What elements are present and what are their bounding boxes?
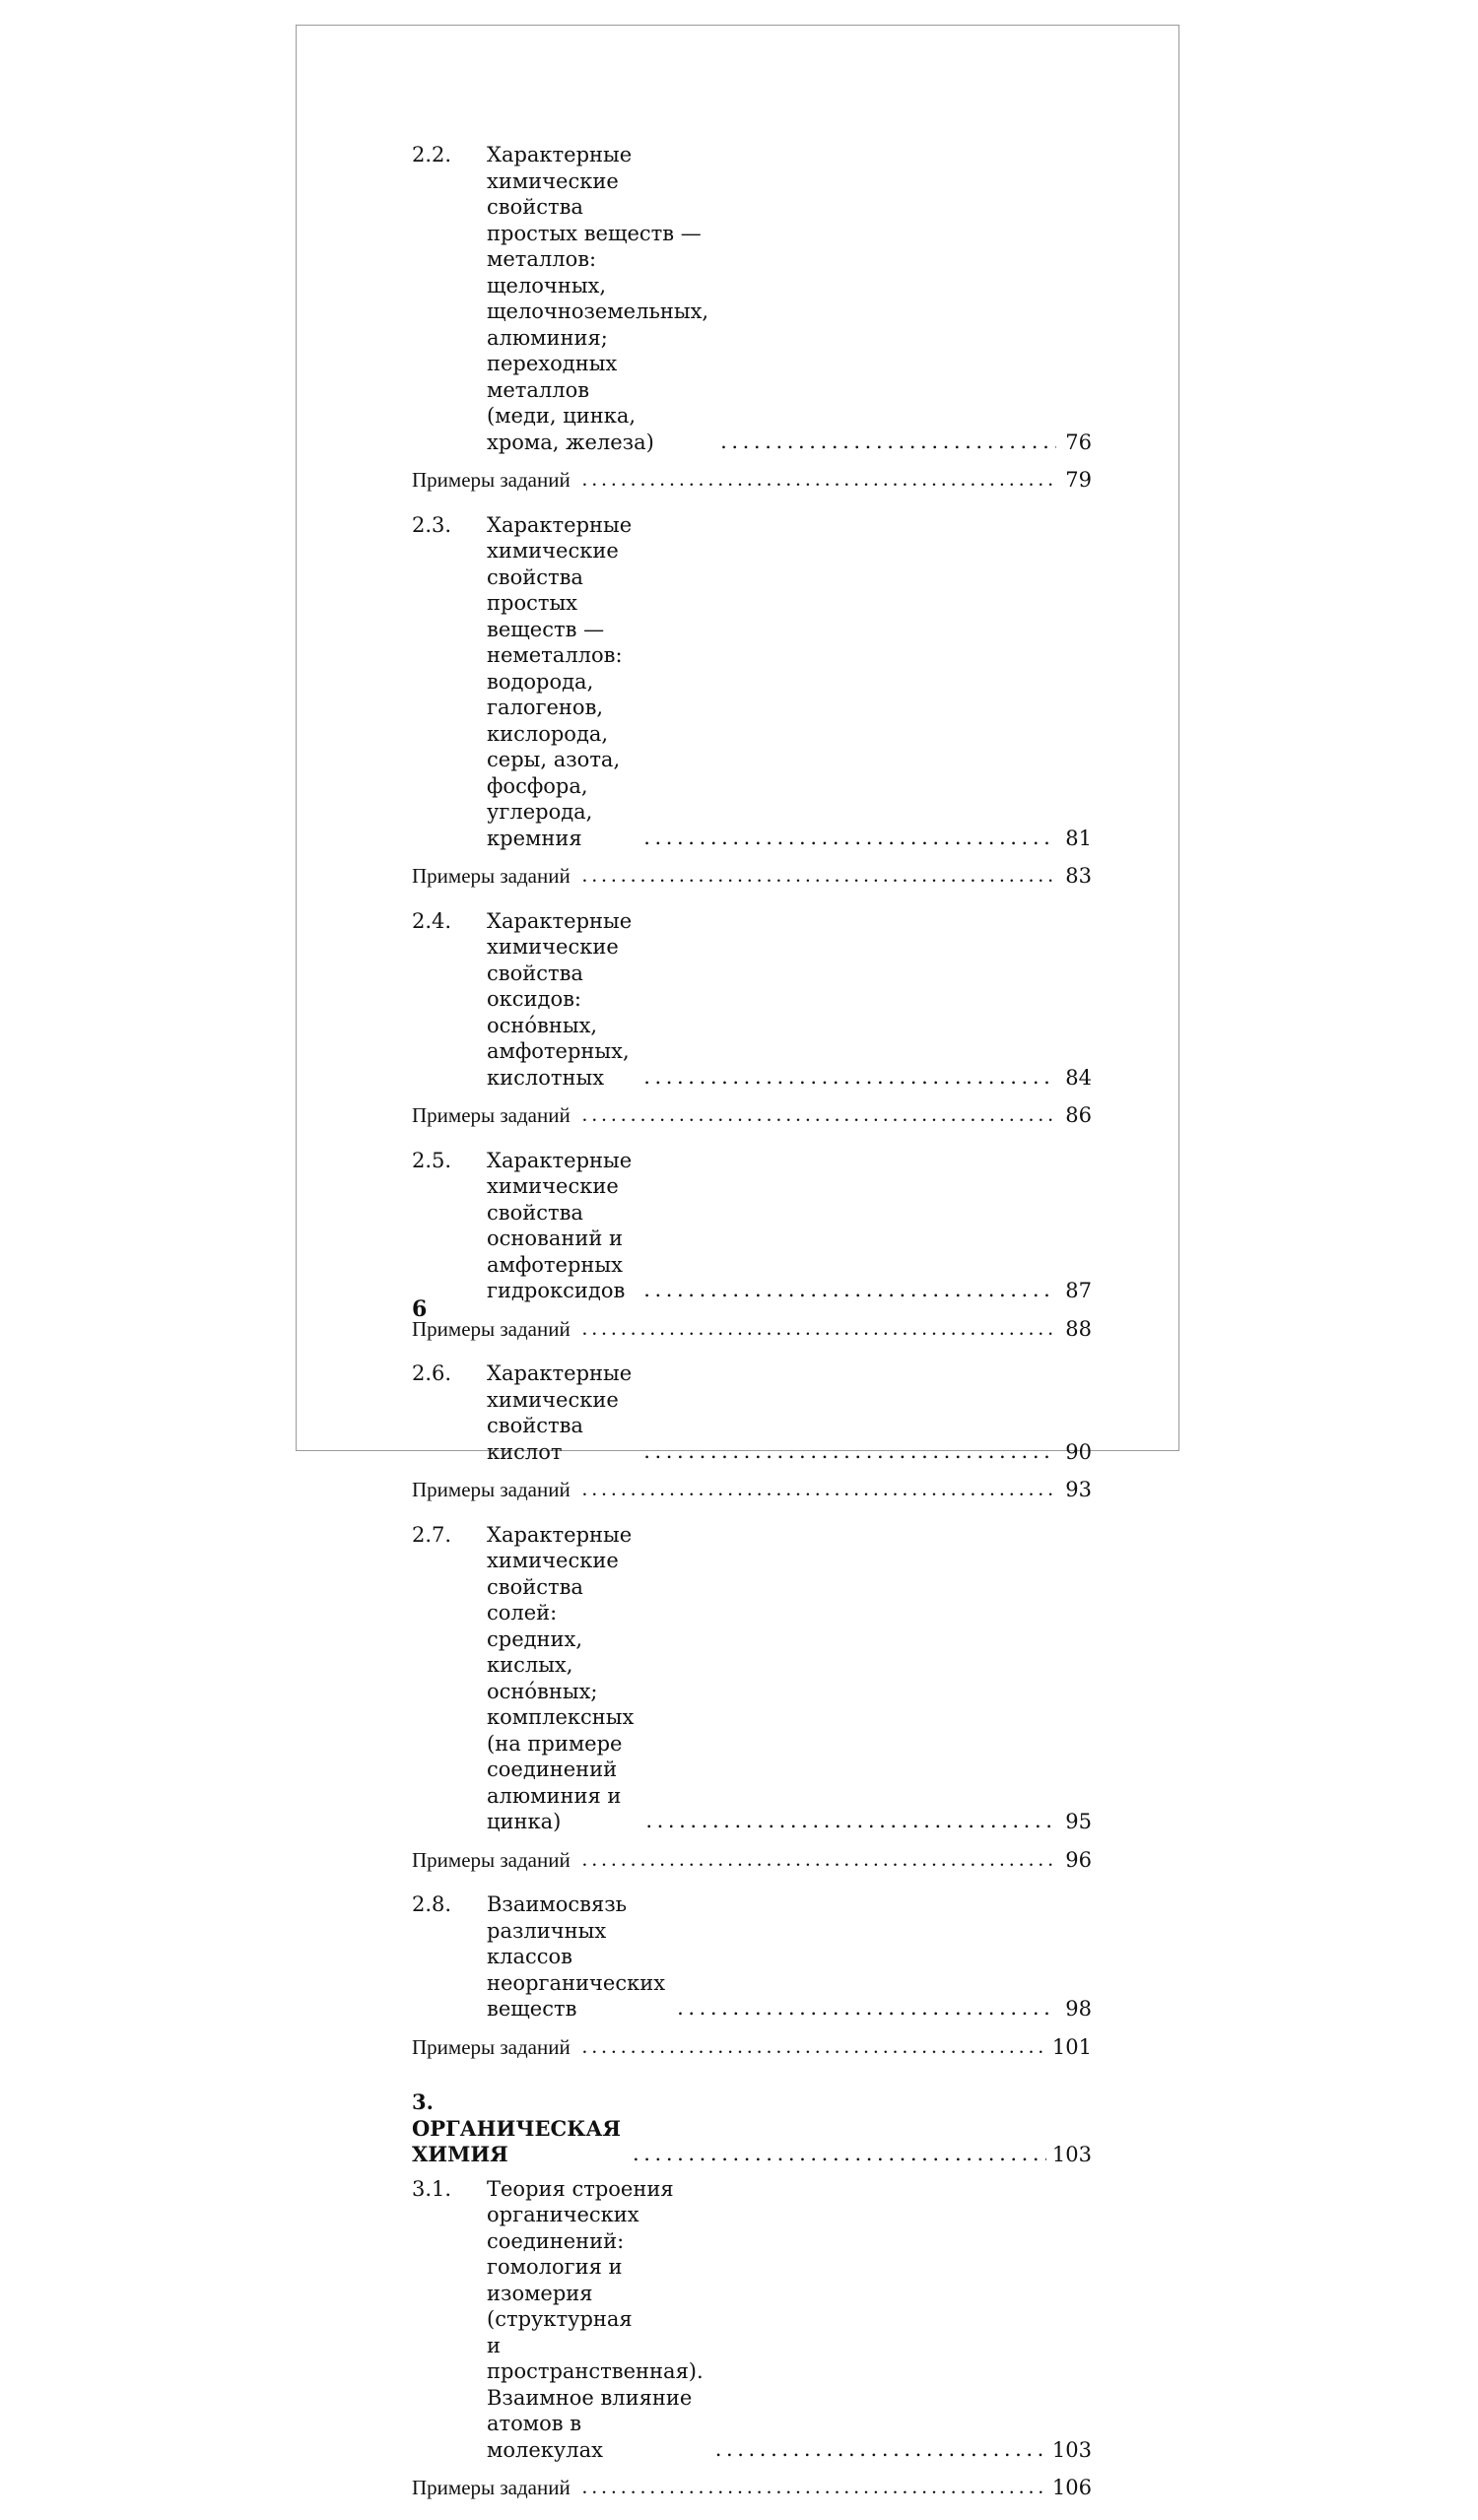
toc-examples-entry xyxy=(412,2475,1092,2501)
section-body xyxy=(487,512,1092,852)
dot-leader xyxy=(582,2033,1046,2060)
toc-chapter-entry xyxy=(412,2089,1092,2168)
section-title: Характерные химические свойства оснований и амфотерных гидроксидов xyxy=(487,1148,633,1302)
chapter-page-number: 103 xyxy=(1051,2143,1092,2166)
toc-section-entry xyxy=(412,512,1092,852)
toc-examples-entry xyxy=(412,1477,1092,1503)
section-body xyxy=(487,1891,1092,2023)
section-title: Теория строения органических соединений: гомология и изомерия (структурная и пространственная). Взаимное влияние атомов в молекулах xyxy=(487,2176,704,2462)
toc-examples-entry xyxy=(412,2034,1092,2061)
examples-title: Примеры заданий xyxy=(412,864,571,888)
dot-leader xyxy=(633,2141,1046,2167)
toc-section-entry xyxy=(412,1891,1092,2023)
section-page-number: 81 xyxy=(1065,826,1092,850)
section-number: 2.6. xyxy=(412,1361,452,1385)
section-body xyxy=(487,142,1092,455)
toc-section-entry xyxy=(412,142,1092,455)
page-number-folio: 6 xyxy=(412,1296,428,1322)
toc-section-entry xyxy=(412,908,1092,1092)
toc-examples-entry xyxy=(412,863,1092,890)
section-body xyxy=(487,1360,1092,1465)
dot-leader xyxy=(582,1315,1056,1342)
examples-title: Примеры заданий xyxy=(412,468,571,492)
section-number: 2.2. xyxy=(412,143,452,166)
toc-examples-entry xyxy=(412,1316,1092,1343)
examples-page-number: 86 xyxy=(1065,1103,1092,1127)
section-page-number: 90 xyxy=(1065,1439,1092,1464)
section-body xyxy=(487,1148,1092,1304)
dot-leader xyxy=(643,1277,1056,1303)
examples-title: Примеры заданий xyxy=(412,1478,571,1501)
dot-leader xyxy=(645,1808,1056,1834)
section-number: 2.8. xyxy=(412,1892,452,1916)
chapter-title: 3. ОРГАНИЧЕСКАЯ ХИМИЯ xyxy=(412,2089,621,2166)
section-body xyxy=(487,1522,1092,1835)
examples-page-number: 93 xyxy=(1065,1478,1092,1501)
dot-leader xyxy=(582,466,1056,493)
dot-leader xyxy=(643,1438,1056,1465)
examples-title: Примеры заданий xyxy=(412,1103,571,1127)
examples-page-number: 96 xyxy=(1065,1847,1092,1872)
section-number: 2.5. xyxy=(412,1148,452,1172)
examples-page-number: 79 xyxy=(1065,468,1092,492)
table-of-contents xyxy=(412,142,1092,2520)
toc-section-entry xyxy=(412,1522,1092,1835)
section-title: Взаимосвязь различных классов неорганических веществ xyxy=(487,1892,666,2021)
section-page-number: 95 xyxy=(1065,1810,1092,1833)
dot-leader xyxy=(582,1476,1056,1502)
section-body xyxy=(487,2176,1092,2464)
dot-leader xyxy=(643,825,1056,851)
dot-leader xyxy=(582,1846,1056,1873)
section-number: 2.4. xyxy=(412,908,452,933)
section-body xyxy=(487,908,1092,1092)
section-page-number: 98 xyxy=(1065,1997,1092,2021)
dot-leader xyxy=(715,2436,1046,2463)
examples-title: Примеры заданий xyxy=(412,1847,571,1872)
dot-leader xyxy=(677,1995,1056,2022)
section-title: Характерные химические свойства простых веществ — неметаллов: водорода, галогенов, кислорода, серы, азота, фосфора, углерода, кремния xyxy=(487,512,633,850)
section-title: Характерные химические свойства кислот xyxy=(487,1361,633,1464)
dot-leader xyxy=(582,2474,1046,2500)
section-page-number: 103 xyxy=(1051,2437,1092,2462)
toc-examples-entry xyxy=(412,1847,1092,1874)
section-title: Характерные химические свойства простых веществ — металлов: щелочных, щелочноземельных, алюминия; переходных металлов (меди, цинка, хрома, железа) xyxy=(487,143,709,454)
dot-leader xyxy=(643,1064,1056,1091)
section-number: 2.3. xyxy=(412,512,452,537)
book-page xyxy=(296,25,1179,2499)
examples-page-number: 106 xyxy=(1051,2476,1092,2499)
examples-title: Примеры заданий xyxy=(412,2476,571,2499)
toc-section-entry xyxy=(412,1148,1092,1304)
toc-section-entry xyxy=(412,1360,1092,1465)
section-page-number: 84 xyxy=(1065,1065,1092,1090)
section-page-number: 87 xyxy=(1065,1279,1092,1302)
dot-leader xyxy=(582,862,1056,889)
section-title: Характерные химические свойства солей: средних, кислых, осно́вных; комплексных (на примере соединений алюминия и цинка) xyxy=(487,1522,635,1833)
toc-examples-entry xyxy=(412,1102,1092,1129)
toc-examples-entry xyxy=(412,467,1092,494)
examples-title: Примеры заданий xyxy=(412,1316,571,1341)
section-title: Характерные химические свойства оксидов: осно́вных, амфотерных, кислотных xyxy=(487,908,633,1090)
section-page-number: 76 xyxy=(1065,430,1092,454)
dot-leader xyxy=(582,1101,1056,1128)
section-number: 2.7. xyxy=(412,1522,452,1547)
section-number: 3.1. xyxy=(412,2176,452,2201)
examples-page-number: 83 xyxy=(1065,864,1092,888)
examples-page-number: 101 xyxy=(1051,2034,1092,2059)
examples-page-number: 88 xyxy=(1065,1316,1092,1341)
toc-section-entry xyxy=(412,2176,1092,2464)
examples-title: Примеры заданий xyxy=(412,2034,571,2059)
dot-leader xyxy=(720,429,1056,455)
